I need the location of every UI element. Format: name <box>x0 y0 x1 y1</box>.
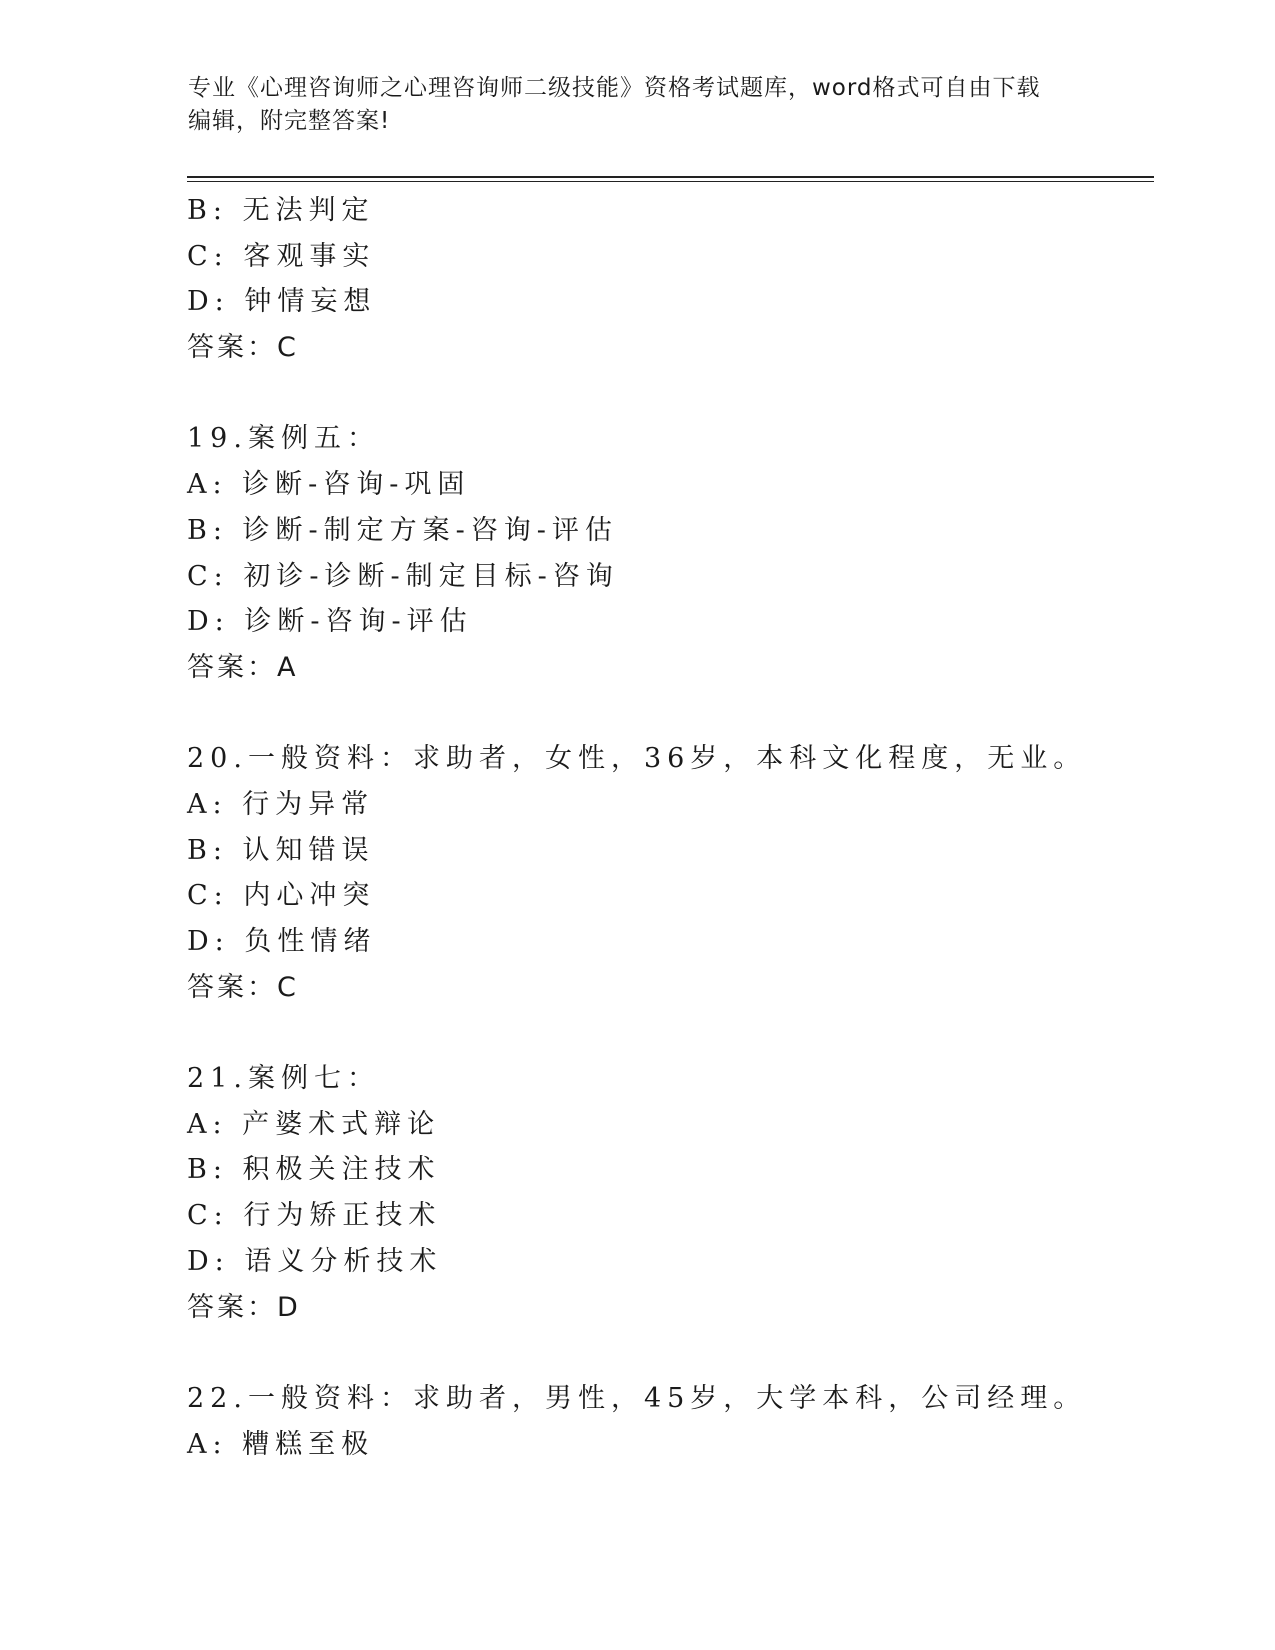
option-b: B: 诊断-制定方案-咨询-评估 <box>187 514 618 546</box>
answer-line: 答案：C <box>187 971 299 1003</box>
question-list <box>187 188 1147 1467</box>
question-stem: 21.案例七： <box>187 1063 380 1095</box>
header-divider-thick <box>187 176 1154 178</box>
option-d: D: 诊断-咨询-评估 <box>187 606 473 638</box>
spacer <box>187 371 1147 417</box>
option-a: A: 诊断-咨询-巩固 <box>187 469 471 501</box>
option-a: A: 产婆术式辩论 <box>187 1108 441 1140</box>
question-stem: 19.案例五： <box>187 423 380 455</box>
header-line-1: 专业《心理咨询师之心理咨询师二级技能》资格考试题库，word格式可自由下载 <box>188 75 1041 101</box>
answer-line: 答案：D <box>187 1291 301 1323</box>
answer-line: 答案：A <box>187 651 299 683</box>
header-line-2: 编辑，附完整答案! <box>188 108 391 134</box>
spacer <box>187 1010 1147 1056</box>
option-d: D: 钟情妄想 <box>187 286 377 318</box>
question-stem: 20.一般资料：求助者，女性，36岁，本科文化程度，无业。 <box>187 743 1087 775</box>
option-b: B: 认知错误 <box>187 834 375 866</box>
spacer <box>187 691 1147 737</box>
spacer <box>187 1330 1147 1376</box>
option-b: B: 无法判定 <box>187 195 375 226</box>
page-header <box>188 72 1088 138</box>
option-d: D: 负性情绪 <box>187 926 377 957</box>
option-b: B: 积极关注技术 <box>187 1154 441 1186</box>
option-d: D: 语义分析技术 <box>187 1245 443 1277</box>
option-c: C: 初诊-诊断-制定目标-咨询 <box>187 560 619 592</box>
answer-line: 答案：C <box>187 332 299 364</box>
option-c: C: 客观事实 <box>187 240 376 272</box>
header-divider-thin <box>187 181 1154 182</box>
option-a: A: 行为异常 <box>187 788 375 820</box>
option-c: C: 行为矫正技术 <box>187 1200 442 1232</box>
option-a: A: 糟糕至极 <box>187 1428 375 1460</box>
option-c: C: 内心冲突 <box>187 880 376 912</box>
question-stem: 22.一般资料：求助者，男性，45岁，大学本科，公司经理。 <box>187 1382 1087 1414</box>
